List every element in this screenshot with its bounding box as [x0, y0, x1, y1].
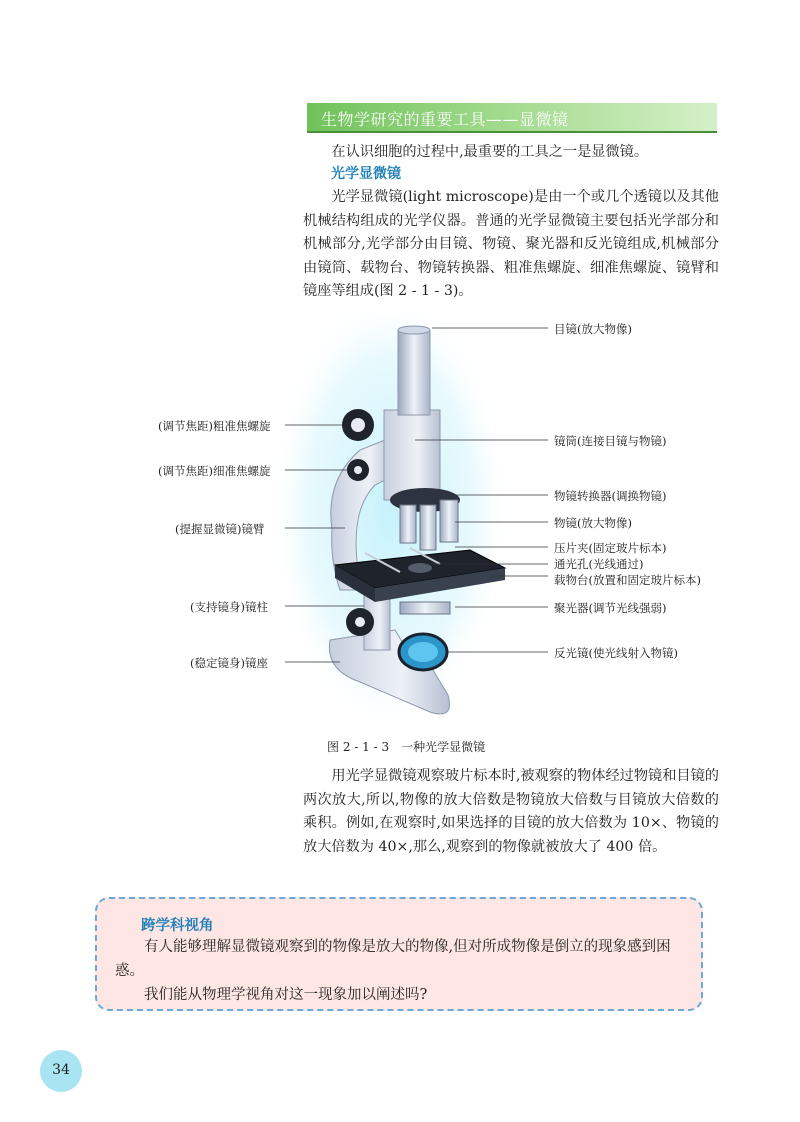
figure-caption: 图 2 - 1 - 3 一种光学显微镜 — [327, 740, 486, 754]
box-text-2: 我们能从物理学视角对这一现象加以阐述吗? — [144, 987, 428, 1003]
label-coarse-focus: (调节焦距)粗准焦螺旋 — [158, 419, 271, 433]
body-paragraph-1: 光学显微镜(light microscope)是由一个或几个透镜以及其他机械结构组成的光学仪器。普通的光学显微镜主要包括光学部分和机械部分,光学部分由目镜、物镜、聚光器和反光镜组成,机械部分由镜筒、载物台、物镜转换器、粗准焦螺旋、细准焦螺旋、镜臂和镜座等组成(图 2 - 1 - 3)。 — [303, 189, 719, 299]
label-arm: (提握显微镜)镜臂 — [175, 522, 265, 536]
section-title: 生物学研究的重要工具——显微镜 — [321, 110, 569, 129]
page-number-badge — [40, 1050, 82, 1092]
section-header-bar — [307, 103, 717, 133]
intro-paragraph: 在认识细胞的过程中,最重要的工具之一是显微镜。 — [331, 144, 649, 160]
page-number: 34 — [52, 1062, 70, 1078]
interdisciplinary-box — [95, 897, 703, 1011]
label-nosepiece: 物镜转换器(调换物镜) — [554, 489, 667, 503]
label-stage: 载物台(放置和固定玻片标本) — [554, 573, 701, 587]
label-pillar: (支持镜身)镜柱 — [190, 600, 268, 614]
box-title: 跨学科视角 — [141, 917, 214, 934]
label-eyepiece: 目镜(放大物像) — [554, 322, 632, 336]
label-mirror: 反光镜(使光线射入物镜) — [554, 646, 678, 660]
subheading-light-microscope: 光学显微镜 — [331, 166, 401, 182]
label-condenser: 聚光器(调节光线强弱) — [554, 601, 667, 615]
microscope-illustration — [0, 310, 800, 730]
label-base: (稳定镜身)镜座 — [190, 656, 268, 670]
label-stage-clip: 压片夹(固定玻片标本) — [554, 541, 667, 555]
label-objective: 物镜(放大物像) — [554, 516, 632, 530]
microscope-figure — [0, 310, 800, 730]
label-light-hole: 通光孔(光线通过) — [554, 557, 644, 571]
box-text-1: 有人能够理解显微镜观察到的物像是放大的物像,但对所成物像是倒立的现象感到困惑。 — [115, 939, 671, 979]
label-fine-focus: (调节焦距)细准焦螺旋 — [158, 464, 271, 478]
body-paragraph-2: 用光学显微镜观察玻片标本时,被观察的物体经过物镜和目镜的两次放大,所以,物像的放大倍数是物镜放大倍数与目镜放大倍数的乘积。例如,在观察时,如果选择的目镜的放大倍数为 10×、物镜的放大倍数为 40×,那么,观察到的物像就被放大了 400 倍。 — [303, 768, 719, 855]
label-tube: 镜筒(连接目镜与物镜) — [554, 434, 667, 448]
